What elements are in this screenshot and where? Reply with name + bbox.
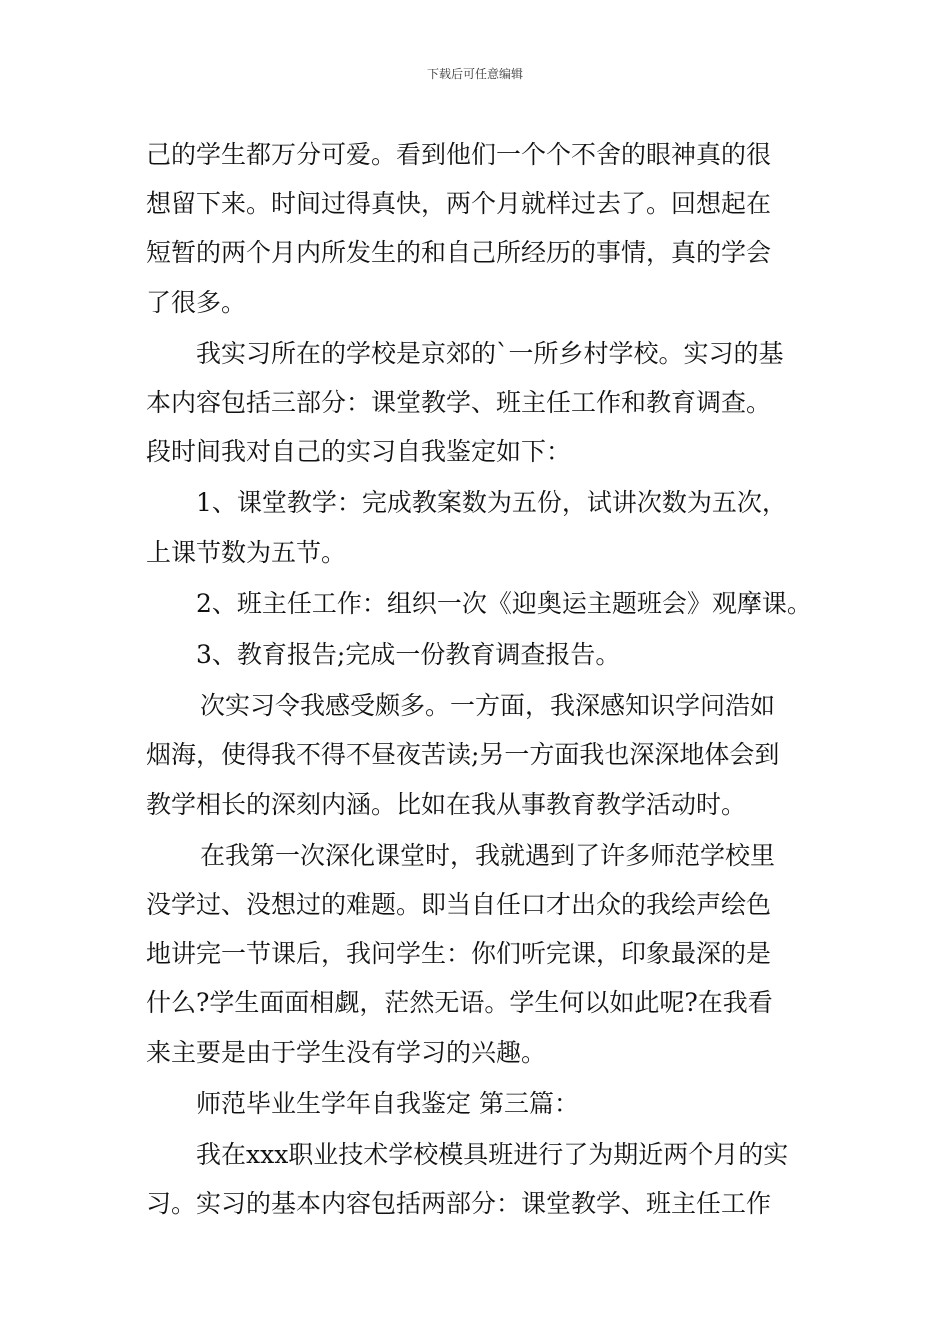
text-line-content: 3、教育报告;完成一份教育调查报告。: [196, 640, 621, 670]
text-line: 没学过、没想过的难题。即当自任口才出众的我绘声绘色: [146, 890, 772, 920]
text-line: [146, 329, 811, 378]
text-line: 烟海，使得我不得不昼夜苦读;另一方面我也深深地体会到: [146, 740, 780, 770]
page-header: 下载后可任意编辑: [426, 67, 523, 81]
text-line: 了很多。: [146, 287, 247, 317]
text-line: [146, 1130, 811, 1179]
text-line-content: 我在xxx职业技术学校模具班进行了为期近两个月的实: [196, 1140, 789, 1170]
text-line: 习。实习的基本内容包括两部分：课堂教学、班主任工作: [146, 1189, 772, 1219]
text-line: [146, 478, 811, 527]
document-body: [146, 130, 811, 1228]
text-line: 来主要是由于学生没有学习的兴趣。: [146, 1037, 547, 1067]
text-line: 想留下来。时间过得真快，两个月就样过去了。回想起在: [146, 189, 772, 219]
text-line-content: 1、课堂教学：完成教案数为五份，试讲次数为五次，: [196, 488, 787, 518]
text-line-content: 2、班主任工作：组织一次《迎奥运主题班会》观摩课。: [196, 588, 812, 618]
section-heading: 师范毕业生学年自我鉴定 第三篇：: [196, 1088, 579, 1118]
text-line-content: 我实习所在的学校是京郊的`一所乡村学校。实习的基: [196, 338, 784, 368]
text-line: 地讲完一节课后，我问学生：你们听完课，印象最深的是: [146, 939, 772, 969]
text-line: [146, 630, 811, 679]
text-line: 本内容包括三部分：课堂教学、班主任工作和教育调查。: [146, 388, 772, 418]
text-line: [146, 681, 811, 730]
text-line: [146, 1079, 811, 1128]
text-line: 上课节数为五节。: [146, 537, 347, 567]
text-line: 教学相长的深刻内涵。比如在我从事教育教学活动时。: [146, 789, 747, 819]
text-line: 段时间我对自己的实习自我鉴定如下：: [146, 437, 572, 467]
text-line-content: 在我第一次深化课堂时，我就遇到了许多师范学校里: [200, 840, 776, 870]
text-line: 短暂的两个月内所发生的和自己所经历的事情，真的学会: [146, 238, 772, 268]
text-line: [146, 579, 811, 628]
text-line-content: 次实习令我感受颇多。一方面，我深感知识学问浩如: [200, 691, 776, 721]
text-line: 什么?学生面面相觑，茫然无语。学生何以如此呢?在我看: [146, 988, 773, 1018]
text-line: 己的学生都万分可爱。看到他们一个个不舍的眼神真的很: [146, 140, 772, 169]
text-line: [146, 831, 811, 880]
